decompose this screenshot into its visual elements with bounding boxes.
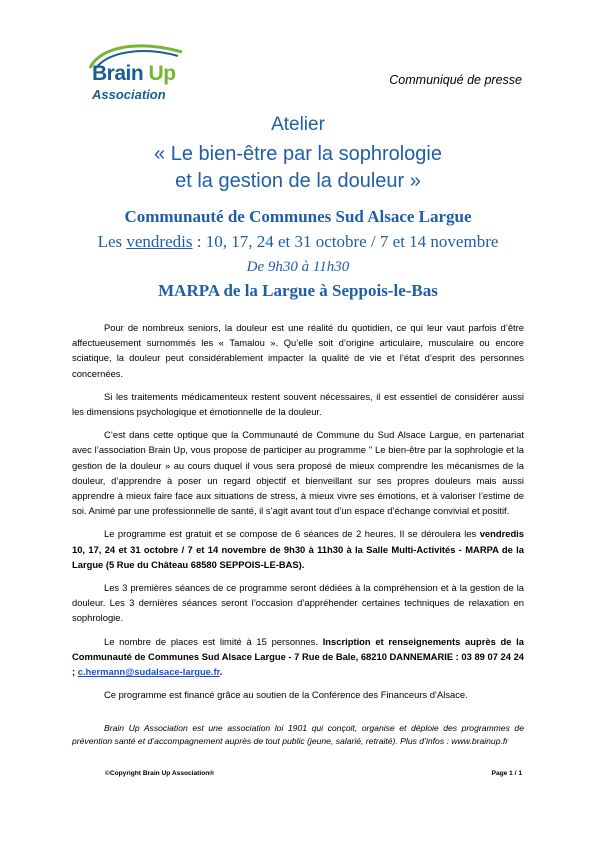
event-time: De 9h30 à 11h30 [246, 259, 350, 275]
event-dates [0, 232, 596, 252]
dates-prefix: Les [97, 232, 127, 251]
email-link[interactable]: c.hermann@sudalsace-largue.fr [77, 666, 220, 678]
logo-up-text: Up [148, 62, 176, 85]
event-place: MARPA de la Largue à Seppois-le-Bas [158, 281, 438, 300]
community-name: Communauté de Communes Sud Alsace Largue [124, 207, 472, 226]
paragraph-1: Pour de nombreux seniors, la douleur est une réalité du quotidien, ce qui leur vaut parfois d’être affectueusement surnommés les « Tamalou ». Qu’elle soit d’origine articulaire, musculaire ou encore sciatique, la douleur peut considérablement impacter la qualité de vie et l’état d’esprit des personnes concernées. [72, 322, 524, 379]
paragraph-5: Les 3 premières séances de ce programme seront dédiées à la compréhension et à la gestion de la douleur. Les 3 dernières séances seront l’occasion d’appréhender certaines techniques de relaxation en sophrologie. [72, 582, 524, 624]
paragraph-7: Ce programme est financé grâce au soutien de la Conférence des Financeurs d’Alsace. [104, 689, 468, 701]
title-line-3: et la gestion de la douleur » [175, 170, 421, 192]
paragraph-2: Si les traitements médicamenteux restent souvent nécessaires, il est essentiel de considérer aussi les dimensions psychologique et émotionnelle de la douleur. [72, 390, 524, 418]
paragraph-3: C’est dans cette optique que la Communauté de Commune du Sud Alsace Largue, en partenariat avec l’association Brain Up, vous propose de participer au programme " Le bien-être par la sophrologie et la gestion de la douleur » au cours duquel il vous sera proposé de mieux comprendre les mécanismes de la douleur, d’apprendre à poser un regard objectif et bienveillant sur ses propres douleurs mais aussi apprendre à mieux faire face aux situations de stress, à mieux vivre ses émotions, et à valoriser l’estime de soi. Animé par une professionnelle de santé, il s’agit avant tout d’un espace d’échange convivial et positif. [72, 429, 524, 517]
logo-association-text: Association [92, 87, 166, 102]
press-release-label: Communiqué de presse [389, 73, 522, 87]
dates-day: vendredis [126, 232, 193, 251]
page-number: Page 1 / 1 [491, 770, 522, 777]
logo-brain-text: Brain [92, 62, 144, 85]
p6-end: . [219, 666, 223, 678]
copyright: ©Copyright Brain Up Association® [105, 770, 215, 777]
logo-wordmark [92, 62, 176, 86]
p6-text: Le nombre de places est limité à 15 personnes. [104, 635, 323, 647]
title-line-1: Atelier [271, 114, 325, 135]
body-text [72, 320, 524, 710]
brain-up-logo [70, 42, 188, 106]
association-note: Brain Up Association est une association loi 1901 qui conçoit, organise et déploie des programmes de prévention santé et d’accompagnement auprès de tout public (jeune, salarié, retraité). Plus d’infos : www.brainup.fr [72, 723, 524, 746]
dates-rest: : 10, 17, 24 et 31 octobre / 7 et 14 novembre [192, 232, 499, 251]
p6-bold: Inscription et renseignements auprès de la Communauté de Communes Sud Alsace Largue - 7 Rue de Bale, 68210 DANNEMARIE : 03 89 07 24 24 ; [72, 635, 524, 678]
paragraph-6 [72, 634, 524, 680]
p4-bold: vendredis 10, 17, 24 et 31 octobre / 7 et 14 novembre de 9h30 à 11h30 à la Salle Multi-Activités - MARPA de la Largue (5 Rue du Château 68580 SEPPOIS-LE-BAS). [72, 528, 524, 570]
p4-text: Le programme est gratuit et se compose de 6 séances de 2 heures. Il se déroulera les [104, 528, 480, 540]
title-line-2: « Le bien-être par la sophrologie [154, 143, 442, 165]
paragraph-4 [72, 526, 524, 572]
